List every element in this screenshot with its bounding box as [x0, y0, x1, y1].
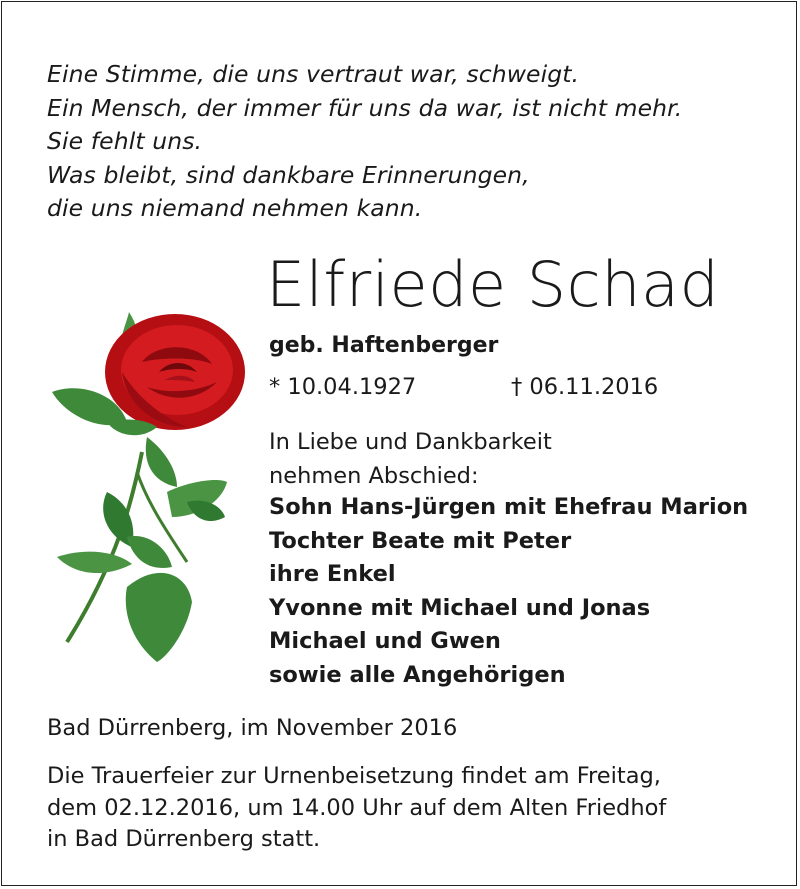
mourner: Tochter Beate mit Peter — [269, 527, 572, 554]
birth-date: * 10.04.1927 — [269, 374, 417, 400]
obituary-card — [1, 1, 797, 886]
intro-line: nehmen Abschied: — [269, 462, 479, 489]
mourner: Yvonne mit Michael und Jonas — [269, 594, 651, 621]
farewell-intro — [269, 426, 552, 493]
poem-line: Eine Stimme, die uns vertraut war, schweigt. — [47, 60, 580, 88]
funeral-line: Die Trauerfeier zur Urnenbeisetzung findet am Freitag, — [47, 763, 661, 789]
mourner: Sohn Hans-Jürgen mit Ehefrau Marion — [269, 494, 749, 520]
mourners-list — [269, 491, 748, 693]
funeral-line: in Bad Dürrenberg statt. — [47, 826, 321, 852]
death-date: † 06.11.2016 — [511, 374, 659, 400]
poem-line: Sie fehlt uns. — [47, 127, 203, 156]
mourner: sowie alle Angehörigen — [269, 661, 566, 688]
mourner: Michael und Gwen — [269, 628, 501, 655]
funeral-notice — [47, 761, 666, 856]
funeral-line: dem 02.12.2016, um 14.00 Uhr auf dem Alten Friedhof — [47, 794, 667, 821]
intro-line: In Liebe und Dankbarkeit — [269, 429, 552, 455]
poem-line: Ein Mensch, der immer für uns da war, ist nicht mehr. — [47, 93, 683, 122]
mourner: ihre Enkel — [269, 561, 396, 588]
deceased-name: Elfriede Schad — [266, 248, 720, 321]
poem-line: die uns niemand nehmen kann. — [47, 194, 423, 223]
poem — [47, 58, 682, 226]
place-date: Bad Dürrenberg, im November 2016 — [47, 715, 458, 741]
birth-name: geb. Haftenberger — [269, 333, 499, 358]
poem-line: Was bleibt, sind dankbare Erinnerungen, — [47, 160, 530, 189]
red-rose-icon — [47, 302, 257, 672]
